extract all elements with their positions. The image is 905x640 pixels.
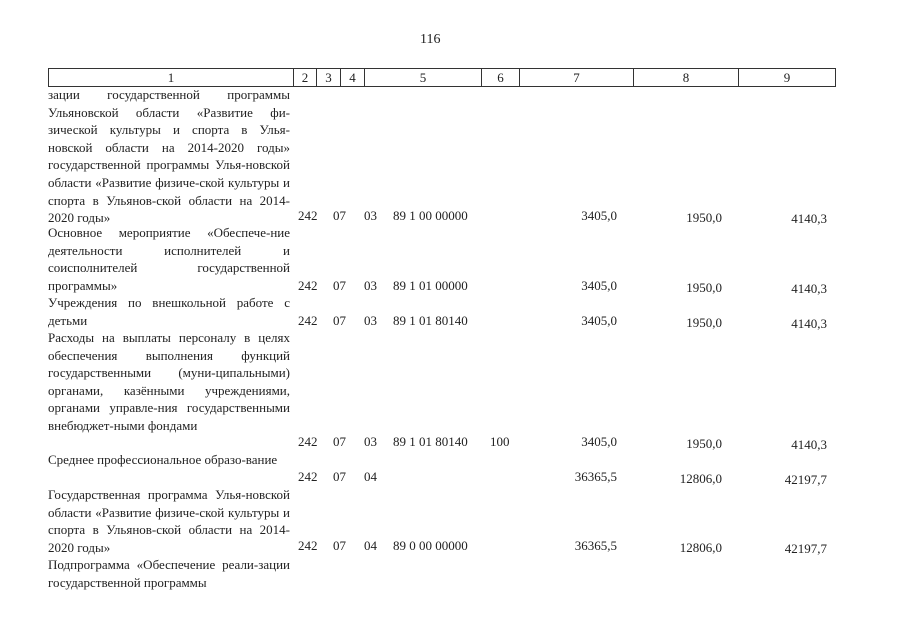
row-cell-2: 242 [298, 469, 318, 484]
row-cell-7: 36365,5 [574, 538, 617, 553]
row-cell-7: 3405,0 [581, 434, 617, 449]
row-cell-4: 04 [364, 469, 377, 484]
row-cell-2: 242 [298, 278, 318, 293]
row-cell-8: 12806,0 [679, 540, 722, 555]
row-cell-7: 3405,0 [581, 278, 617, 293]
row-cell-4: 03 [364, 434, 377, 449]
row-description: Подпрограмма «Обеспечение реали-зации государственной программы [48, 557, 290, 590]
row-cell-7: 36365,5 [574, 469, 617, 484]
row-cell-2: 242 [298, 313, 318, 328]
row-cell-9: 4140,3 [791, 437, 827, 452]
header-col-3: 3 [316, 69, 340, 86]
header-col-1: 1 [48, 69, 293, 86]
row-cell-9: 4140,3 [791, 211, 827, 226]
row-cell-5: 89 0 00 00000 [393, 538, 468, 553]
row-cell-3: 07 [333, 469, 346, 484]
header-col-7: 7 [519, 69, 633, 86]
header-col-5: 5 [364, 69, 481, 86]
row-cell-7: 3405,0 [581, 208, 617, 223]
row-cell-8: 1950,0 [686, 210, 722, 225]
row-description: Основное мероприятие «Обеспече-ние деятельности исполнителей и соисполнителей государственной программы» [48, 225, 290, 293]
row-description: зации государственной программы Ульяновской области «Развитие фи-зической культуры и спорта в Улья-новской области на 2014-2020 годы» государственной программы Улья-новской области «Развитие физиче-ской культуры и спорта в Ульянов-ской области на 2014-2020 годы» [48, 87, 290, 226]
row-description: Учреждения по внешкольной работе с детьми [48, 295, 290, 328]
header-col-6: 6 [481, 69, 519, 86]
row-cell-8: 1950,0 [686, 280, 722, 295]
row-cell-2: 242 [298, 538, 318, 553]
row-cell-5: 89 1 00 00000 [393, 208, 468, 223]
row-cell-4: 04 [364, 538, 377, 553]
row-cell-8: 1950,0 [686, 315, 722, 330]
row-cell-4: 03 [364, 278, 377, 293]
row-cell-8: 12806,0 [679, 471, 722, 486]
row-description: Среднее профессиональное образо-вание [48, 452, 278, 467]
row-cell-5: 89 1 01 80140 [393, 434, 468, 449]
row-cell-8: 1950,0 [686, 436, 722, 451]
row-description: Государственная программа Улья-новской области «Развитие физиче-ской культуры и спорта в Ульянов-ской области на 2014-2020 годы» [48, 487, 290, 555]
page-number: 116 [420, 32, 441, 47]
row-cell-2: 242 [298, 434, 318, 449]
row-cell-9: 4140,3 [791, 281, 827, 296]
row-cell-9: 42197,7 [784, 472, 827, 487]
header-col-4: 4 [340, 69, 364, 86]
row-cell-3: 07 [333, 538, 346, 553]
row-cell-5: 89 1 01 00000 [393, 278, 468, 293]
row-cell-4: 03 [364, 208, 377, 223]
row-cell-3: 07 [333, 208, 346, 223]
row-cell-9: 4140,3 [791, 316, 827, 331]
row-cell-3: 07 [333, 278, 346, 293]
header-col-9: 9 [738, 69, 836, 86]
row-cell-7: 3405,0 [581, 313, 617, 328]
row-cell-9: 42197,7 [784, 541, 827, 556]
row-cell-6: 100 [490, 434, 510, 449]
row-cell-3: 07 [333, 313, 346, 328]
row-cell-2: 242 [298, 208, 318, 223]
row-cell-5: 89 1 01 80140 [393, 313, 468, 328]
row-cell-4: 03 [364, 313, 377, 328]
row-description: Расходы на выплаты персоналу в целях обеспечения выполнения функций государственными (муни-ципальными) органами, казёнными учреждениями, органами управле-ния государственными внебюджет-ными фондами [48, 330, 290, 433]
table-header [48, 68, 836, 87]
header-col-8: 8 [633, 69, 738, 86]
row-cell-3: 07 [333, 434, 346, 449]
header-col-2: 2 [293, 69, 316, 86]
